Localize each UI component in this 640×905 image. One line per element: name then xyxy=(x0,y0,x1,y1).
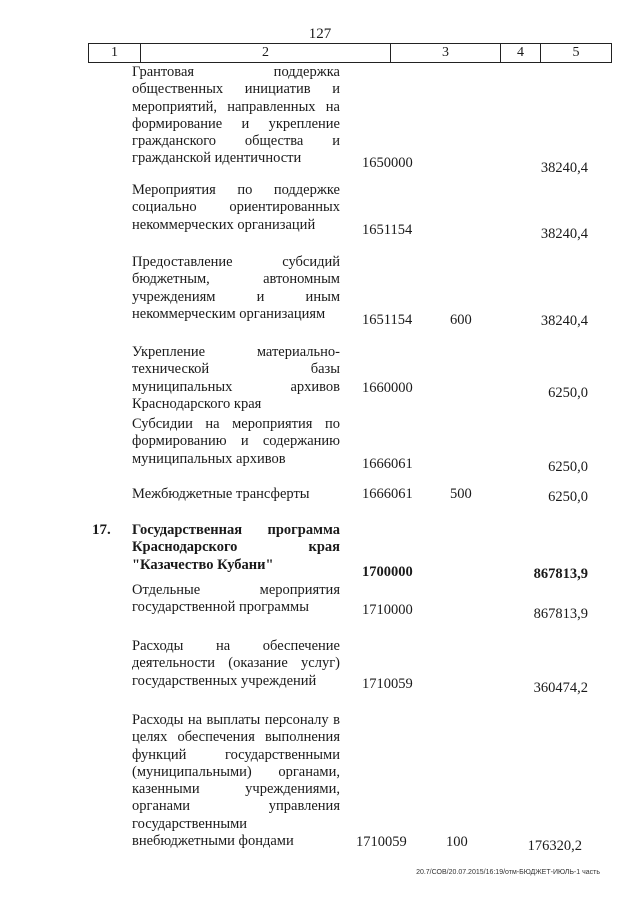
row-code: 1700000 xyxy=(362,564,413,580)
row-name: Государственная программа Краснодарского края "Казачество Кубани" xyxy=(132,522,340,573)
column-header-3: 3 xyxy=(391,44,501,62)
row-kind: 600 xyxy=(450,312,472,328)
page-number: 127 xyxy=(308,26,332,42)
row-amount: 867813,9 xyxy=(533,606,588,622)
table-row xyxy=(0,486,640,522)
row-name: Субсидии на мероприятия по формированию и содержанию муниципальных архивов xyxy=(132,416,340,467)
table-row xyxy=(0,638,640,712)
row-amount: 360474,2 xyxy=(533,680,588,696)
row-number: 17. xyxy=(92,522,111,538)
row-name: Межбюджетные трансферты xyxy=(132,486,310,502)
row-name: Укрепление материально-технической базы муниципальных архивов Краснодарского края xyxy=(132,344,340,412)
row-name: Отдельные мероприятия государственной программы xyxy=(132,582,340,616)
table-row xyxy=(0,416,640,486)
row-name: Предоставление субсидий бюджетным, автономным учреждениям и иным некоммерческим организациям xyxy=(132,254,340,322)
table-row xyxy=(0,254,640,344)
row-amount: 6250,0 xyxy=(548,459,588,475)
row-kind: 100 xyxy=(446,834,468,850)
table-row xyxy=(0,582,640,638)
column-header-4: 4 xyxy=(501,44,541,62)
row-code: 1651154 xyxy=(362,222,413,238)
footer-stamp: 20.7/СОВ/20.07.2015/16:19/отм-БЮДЖЕТ-ИЮЛЬ-1 часть xyxy=(416,869,600,876)
row-code: 1710059 xyxy=(362,676,413,692)
row-amount: 38240,4 xyxy=(540,226,588,242)
column-header-5: 5 xyxy=(572,45,580,60)
row-amount: 38240,4 xyxy=(540,160,588,176)
row-code: 1660000 xyxy=(362,380,413,396)
row-amount: 6250,0 xyxy=(548,385,588,401)
column-header-2: 2 xyxy=(141,44,391,62)
row-name: Расходы на выплаты персоналу в целях обеспечения выполнения функций государственными (муниципальными) органами, казенными учреждениями, органами управления государственными внебюджетными фондами xyxy=(132,712,340,850)
row-amount: 176320,2 xyxy=(527,838,582,854)
row-name: Расходы на обеспечение деятельности (оказание услуг) государственных учреждений xyxy=(132,638,340,689)
table-row xyxy=(0,64,640,182)
row-code: 1666061 xyxy=(362,486,413,502)
row-code: 1651154 xyxy=(362,312,413,328)
row-code: 1710000 xyxy=(362,602,413,618)
row-amount: 867813,9 xyxy=(533,566,588,582)
table-row xyxy=(0,344,640,416)
table-row xyxy=(0,522,640,582)
column-header-row xyxy=(88,43,612,63)
row-code: 1710059 xyxy=(356,834,407,850)
table-row xyxy=(0,712,640,872)
budget-table-body xyxy=(0,64,640,872)
row-code: 1650000 xyxy=(362,155,413,171)
row-kind: 500 xyxy=(450,486,472,502)
row-amount: 38240,4 xyxy=(540,313,588,329)
row-name: Мероприятия по поддержке социально ориентированных некоммерческих организаций xyxy=(132,182,340,233)
table-row xyxy=(0,182,640,254)
row-code: 1666061 xyxy=(362,456,413,472)
row-name: Грантовая поддержка общественных инициатив и мероприятий, направленных на формирование и укрепление гражданского общества и гражданской идентичности xyxy=(132,64,340,167)
row-amount: 6250,0 xyxy=(548,489,588,505)
column-header-1: 1 xyxy=(89,44,141,62)
